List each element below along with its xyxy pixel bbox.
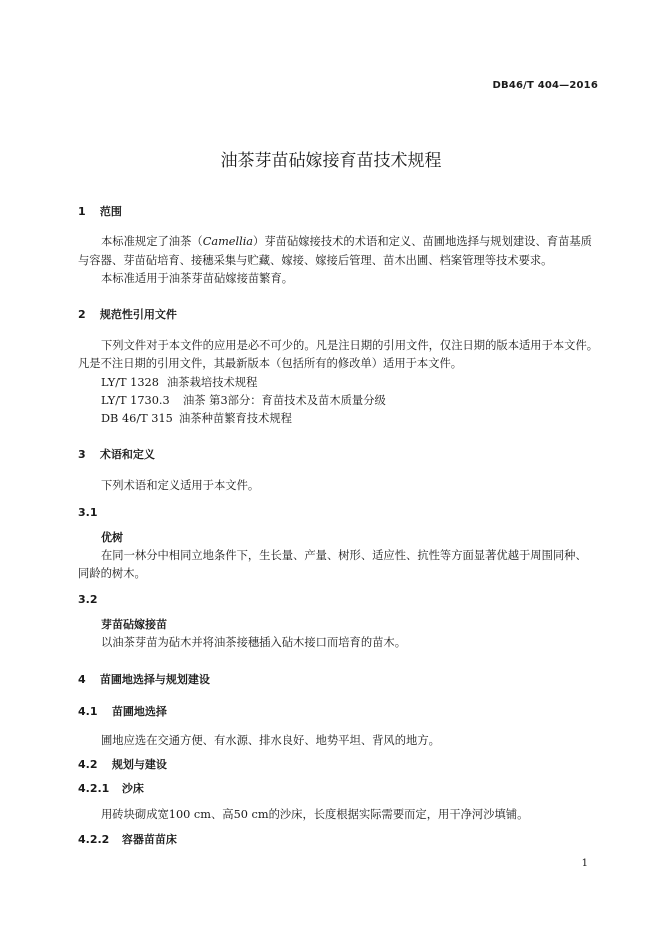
subsection-4-2-1-heading [78,780,144,796]
reference-item [101,409,292,428]
reference-name: 油茶栽培技术规程 [167,376,258,389]
reference-code: DB 46/T 315 [101,412,173,425]
references-paragraph-line-1: 下列文件对于本文件的应用是必不可少的。凡是注日期的引用文件，仅注日期的版本适用于本文件。 [101,339,599,352]
subsection-title: 苗圃地选择 [111,705,167,718]
reference-name: 油茶种苗繁育技术规程 [179,412,292,425]
subsection-number: 4.2 [78,758,98,771]
subsection-4-1-text: 圃地应选在交通方便、有水源、排水良好、地势平坦、背风的地方。 [101,734,440,747]
text-run: ）芽苗砧嫁接技术的术语和定义、苗圃地选择与规划建设、育苗基质 [253,235,592,248]
term-3-1-title: 优树 [101,531,123,544]
scope-paragraph-line-2: 与容器、芽苗砧培育、接穗采集与贮藏、嫁接、嫁接后管理、苗木出圃、档案管理等技术要求。 [78,254,553,267]
subsection-title: 容器苗苗床 [121,833,177,846]
term-3-1-definition-line-1: 在同一林分中相同立地条件下，生长量、产量、树形、适应性、抗性等方面显著优越于周围同种、 [101,549,587,562]
section-number: 3 [78,448,86,461]
latin-genus-name: Camellia [202,235,254,248]
subsection-4-2-1-text: 用砖块砌成宽100 cm、高50 cm的沙床，长度根据实际需要而定，用干净河沙填铺。 [101,808,529,821]
reference-code: LY/T 1730.3 [101,394,170,407]
subsection-title: 沙床 [121,782,144,795]
reference-item [101,373,257,392]
document-title: 油茶芽苗砧嫁接育苗技术规程 [220,151,442,171]
scope-paragraph-line-1 [101,232,592,251]
subsection-4-2-2-heading [78,831,177,847]
section-title: 术语和定义 [99,448,155,461]
subsection-4-2-heading [78,756,167,772]
section-number: 4 [78,673,86,686]
reference-item [101,391,386,410]
subsection-number: 4.1 [78,705,98,718]
section-title: 规范性引用文件 [99,308,177,321]
term-3-1-definition-line-2: 同龄的树木。 [78,567,146,580]
term-3-2-definition: 以油茶芽苗为砧木并将油茶接穗插入砧木接口而培育的苗木。 [101,636,407,649]
reference-name: 油茶 第3部分：育苗技术及苗木质量分级 [183,394,386,407]
term-3-2-number: 3.2 [78,593,98,606]
reference-code: LY/T 1328 [101,376,159,389]
subsection-number: 4.2.1 [78,782,110,795]
subsection-title: 规划与建设 [111,758,167,771]
page-number: 1 [581,858,588,869]
section-title: 苗圃地选择与规划建设 [99,673,210,686]
section-number: 1 [78,205,86,218]
section-4-heading [78,671,210,687]
scope-paragraph-2: 本标准适用于油茶芽苗砧嫁接苗繁育。 [101,272,294,285]
section-number: 2 [78,308,86,321]
term-3-1-number: 3.1 [78,506,98,519]
section-title: 范围 [99,205,122,218]
section-2-heading [78,306,177,322]
section-1-heading [78,203,122,219]
document-number: DB46/T 404—2016 [492,80,598,91]
section-3-heading [78,446,155,462]
terms-intro: 下列术语和定义适用于本文件。 [101,479,260,492]
subsection-4-1-heading [78,703,167,719]
term-3-2-title: 芽苗砧嫁接苗 [101,618,167,631]
text-run: 本标准规定了油茶（ [101,235,203,248]
subsection-number: 4.2.2 [78,833,110,846]
references-paragraph-line-2: 凡是不注日期的引用文件，其最新版本（包括所有的修改单）适用于本文件。 [78,357,463,370]
